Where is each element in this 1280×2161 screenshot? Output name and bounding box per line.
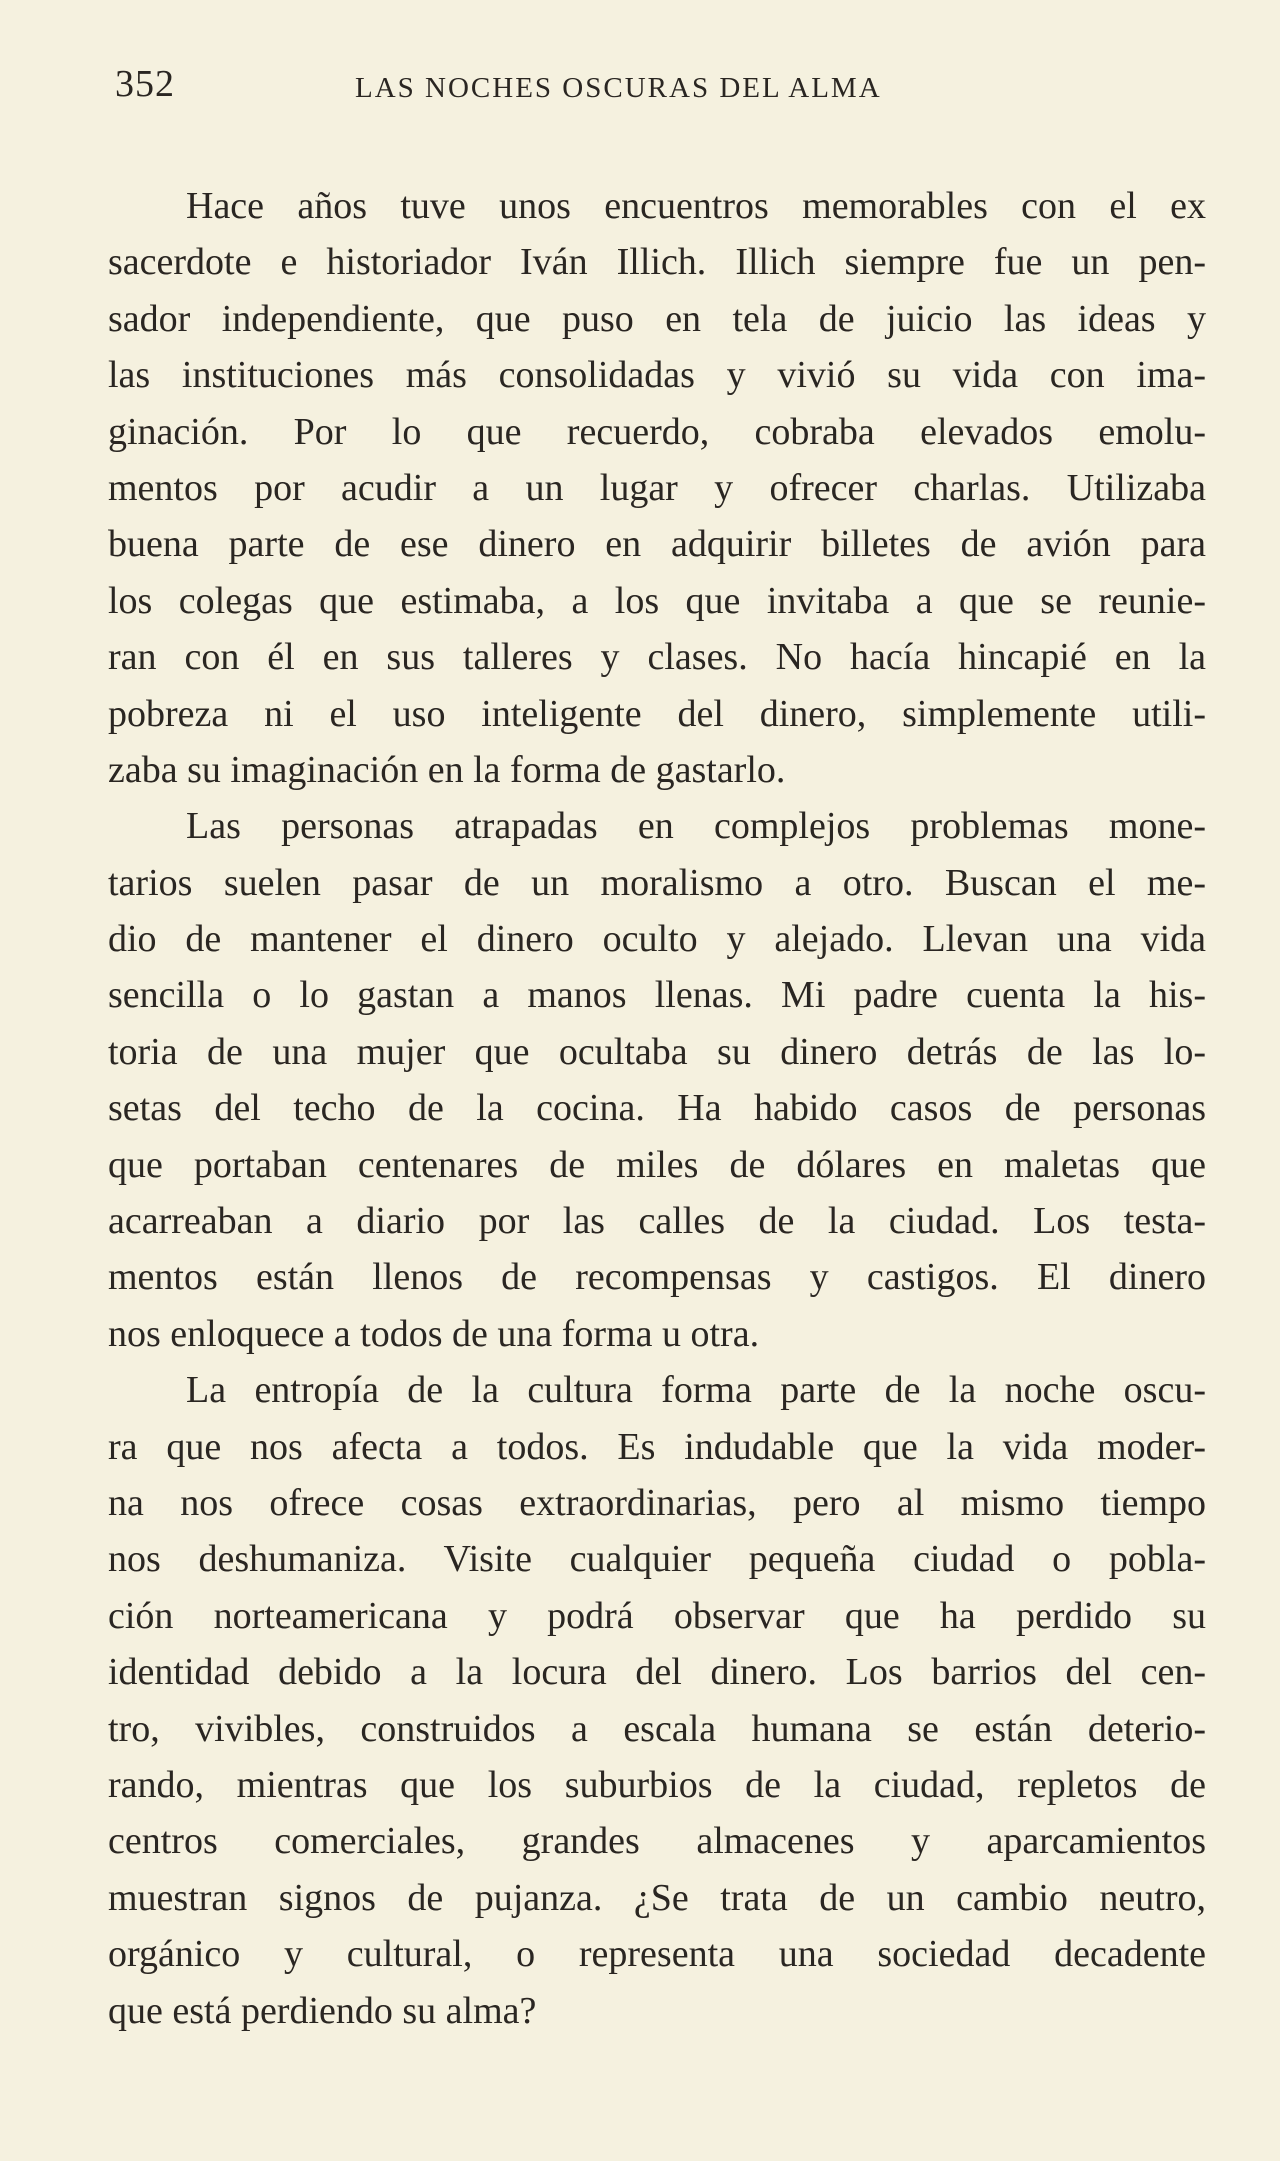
text-line: nos enloquece a todos de una forma u otra. bbox=[108, 1312, 760, 1355]
text-line: buena parte de ese dinero en adquirir billetes de avión para bbox=[108, 523, 1206, 566]
text-line: mentos por acudir a un lugar y ofrecer charlas. Utilizaba bbox=[108, 466, 1206, 509]
text-line: rando, mientras que los suburbios de la ciudad, repletos de bbox=[108, 1763, 1206, 1806]
paragraph bbox=[108, 178, 1206, 798]
page-number: 352 bbox=[115, 63, 175, 105]
text-line: centros comerciales, grandes almacenes y aparcamientos bbox=[108, 1820, 1206, 1863]
text-line: tro, vivibles, construidos a escala humana se están deterio- bbox=[108, 1707, 1206, 1750]
text-line: que está perdiendo su alma? bbox=[108, 1989, 537, 2032]
text-line: setas del techo de la cocina. Ha habido casos de personas bbox=[108, 1087, 1206, 1130]
text-line: sador independiente, que puso en tela de juicio las ideas y bbox=[108, 297, 1206, 340]
text-line: sacerdote e historiador Iván Illich. Illich siempre fue un pen- bbox=[108, 241, 1206, 284]
text-line: sencilla o lo gastan a manos llenas. Mi padre cuenta la his- bbox=[108, 974, 1206, 1017]
text-line: dio de mantener el dinero oculto y alejado. Llevan una vida bbox=[108, 918, 1206, 961]
text-line: tarios suelen pasar de un moralismo a otro. Buscan el me- bbox=[108, 861, 1206, 904]
text-line: que portaban centenares de miles de dólares en maletas que bbox=[108, 1143, 1206, 1186]
paragraph bbox=[108, 798, 1206, 1362]
text-line: toria de una mujer que ocultaba su dinero detrás de las lo- bbox=[108, 1030, 1206, 1073]
text-line: acarreaban a diario por las calles de la ciudad. Los testa- bbox=[108, 1200, 1206, 1243]
page-header bbox=[115, 62, 1205, 112]
text-line: ran con él en sus talleres y clases. No hacía hincapié en la bbox=[108, 636, 1206, 679]
text-line: pobreza ni el uso inteligente del dinero, simplemente utili- bbox=[108, 692, 1206, 735]
text-line: La entropía de la cultura forma parte de la noche oscu- bbox=[186, 1369, 1206, 1412]
body-text bbox=[108, 178, 1206, 2039]
text-line: muestran signos de pujanza. ¿Se trata de un cambio neutro, bbox=[108, 1876, 1206, 1919]
text-line: ginación. Por lo que recuerdo, cobraba elevados emolu- bbox=[108, 410, 1206, 453]
text-line: identidad debido a la locura del dinero. Los barrios del cen- bbox=[108, 1651, 1206, 1694]
text-line: zaba su imaginación en la forma de gastarlo. bbox=[108, 748, 786, 791]
text-line: mentos están llenos de recompensas y castigos. El dinero bbox=[108, 1256, 1206, 1299]
text-line: Hace años tuve unos encuentros memorables con el ex bbox=[186, 185, 1206, 227]
text-line: ción norteamericana y podrá observar que ha perdido su bbox=[108, 1594, 1206, 1637]
text-line: las instituciones más consolidadas y vivió su vida con ima- bbox=[108, 354, 1206, 397]
text-line: na nos ofrece cosas extraordinarias, pero al mismo tiempo bbox=[108, 1481, 1206, 1524]
text-line: ra que nos afecta a todos. Es indudable que la vida moder- bbox=[108, 1425, 1206, 1468]
paragraph bbox=[108, 1362, 1206, 2039]
text-line: orgánico y cultural, o representa una sociedad decadente bbox=[108, 1933, 1206, 1976]
running-head: LAS NOCHES OSCURAS DEL ALMA bbox=[355, 72, 882, 104]
text-line: Las personas atrapadas en complejos problemas mone- bbox=[186, 805, 1206, 848]
text-line: los colegas que estimaba, a los que invitaba a que se reunie- bbox=[108, 579, 1206, 622]
text-line: nos deshumaniza. Visite cualquier pequeña ciudad o pobla- bbox=[108, 1538, 1206, 1581]
